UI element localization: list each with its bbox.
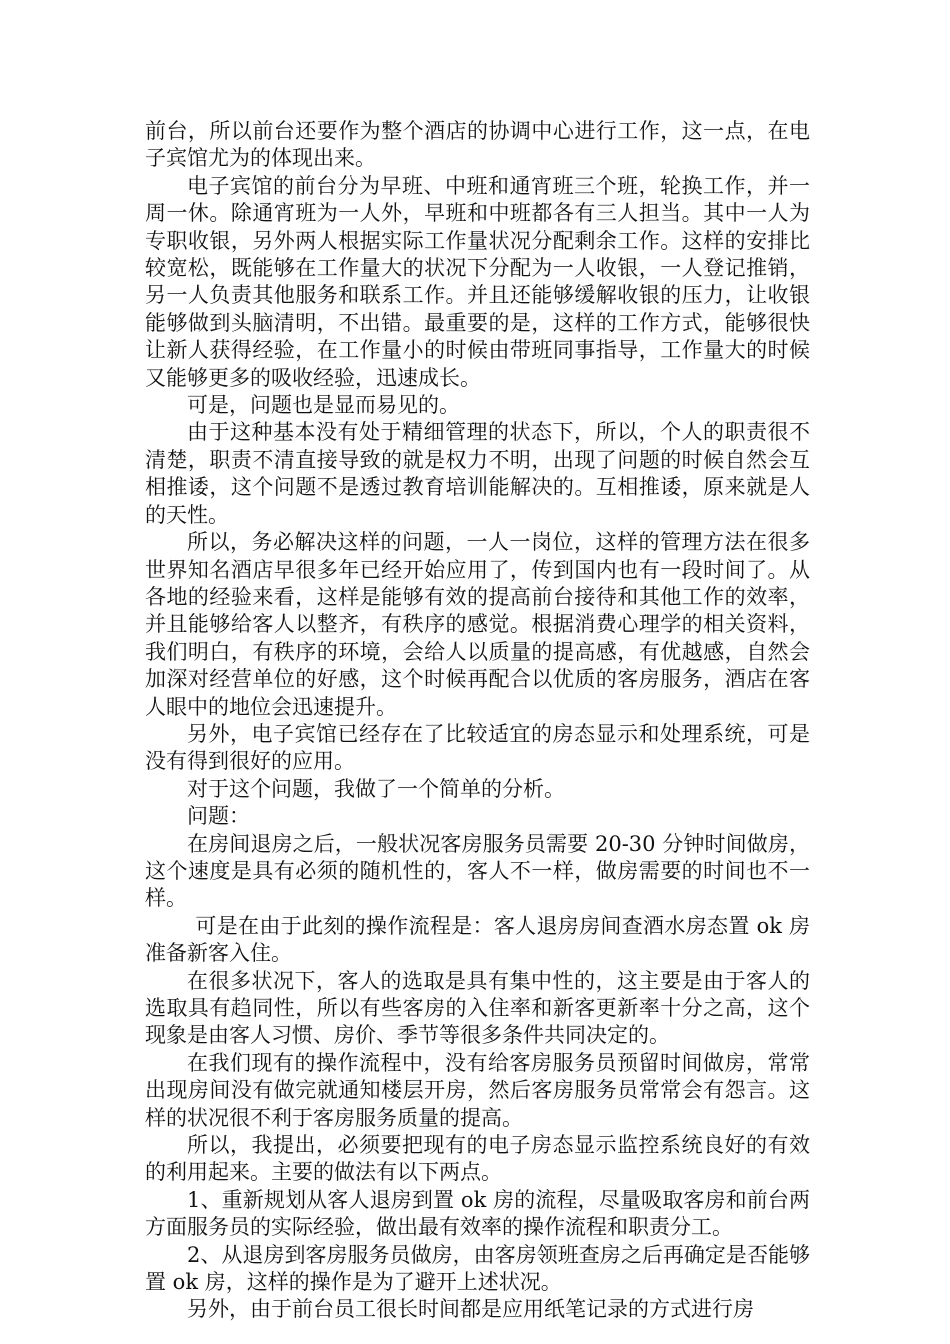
paragraph-7: 对于这个问题，我做了一个简单的分析。 xyxy=(187,776,565,801)
paragraph-14: 1、重新规划从客人退房到置 ok 房的流程，尽量吸取客房和前台两方面服务员的实际经验，做出最有效率的操作流程和职责分工。 xyxy=(145,1187,810,1240)
paragraph-13: 所以，我提出，必须要把现有的电子房态显示监控系统良好的有效的利用起来。主要的做法有以下两点。 xyxy=(145,1133,810,1185)
document-body xyxy=(145,118,810,1324)
paragraph-12: 在我们现有的操作流程中，没有给客房服务员预留时间做房，常常出现房间没有做完就通知楼层开房，然后客房服务员常常会有怨言。这样的状况很不利于客房服务质量的提高。 xyxy=(145,1050,810,1130)
paragraph-11: 在很多状况下，客人的选取是具有集中性的，这主要是由于客人的选取具有趋同性，所以有些客房的入住率和新客更新率十分之高，这个现象是由客人习惯、房价、季节等很多条件共同决定的。 xyxy=(145,968,810,1048)
paragraph-15: 2、从退房到客房服务员做房，由客房领班查房之后再确定是否能够置 ok 房，这样的操作是为了避开上述状况。 xyxy=(145,1242,810,1295)
paragraph-5: 所以，务必解决这样的问题，一人一岗位，这样的管理方法在很多世界知名酒店早很多年已经开始应用了，传到国内也有一段时间了。从各地的经验来看，这样是能够有效的提高前台接待和其他工作的效率，并且能够给客人以整齐，有秩序的感觉。根据消费心理学的相关资料，我们明白，有秩序的环境，会给人以质量的提高感，有优越感，自然会加深对经营单位的好感，这个时候再配合以优质的客房服务，酒店在客人眼中的地位会迅速提升。 xyxy=(145,530,810,719)
paragraph-10: 可是在由于此刻的操作流程是：客人退房房间查酒水房态置 ok 房准备新客入住。 xyxy=(145,913,810,966)
paragraph-6: 另外，电子宾馆已经存在了比较适宜的房态显示和处理系统，可是没有得到很好的应用。 xyxy=(145,721,810,774)
paragraph-8: 问题： xyxy=(187,804,250,829)
paragraph-1: 前台，所以前台还要作为整个酒店的协调中心进行工作，这一点，在电子宾馆尤为的体现出来。 xyxy=(145,119,810,171)
paragraph-4: 由于这种基本没有处于精细管理的状态下，所以，个人的职责很不清楚，职责不清直接导致的就是权力不明，出现了问题的时候自然会互相推诿，这个问题不是透过教育培训能解决的。互相推诿，原来就是人的天性。 xyxy=(145,420,810,527)
paragraph-16: 另外，由于前台员工很长时间都是应用纸笔记录的方式进行房 xyxy=(187,1297,754,1322)
paragraph-3: 可是，问题也是显而易见的。 xyxy=(187,393,460,418)
paragraph-2: 电子宾馆的前台分为早班、中班和通宵班三个班，轮换工作，并一周一休。除通宵班为一人外，早班和中班都各有三人担当。其中一人为专职收银，另外两人根据实际工作量状况分配剩余工作。这样的安排比较宽松，既能够在工作量大的状况下分配为一人收银，一人登记推销，另一人负责其他服务和联系工作。并且还能够缓解收银的压力，让收银能够做到头脑清明，不出错。最重要的是，这样的工作方式，能够很快让新人获得经验，在工作量小的时候由带班同事指导，工作量大的时候又能够更多的吸收经验，迅速成长。 xyxy=(145,173,810,390)
paragraph-9: 在房间退房之后，一般状况客房服务员需要 20-30 分钟时间做房，这个速度是具有必须的随机性的，客人不一样，做房需要的时间也不一样。 xyxy=(145,831,810,911)
